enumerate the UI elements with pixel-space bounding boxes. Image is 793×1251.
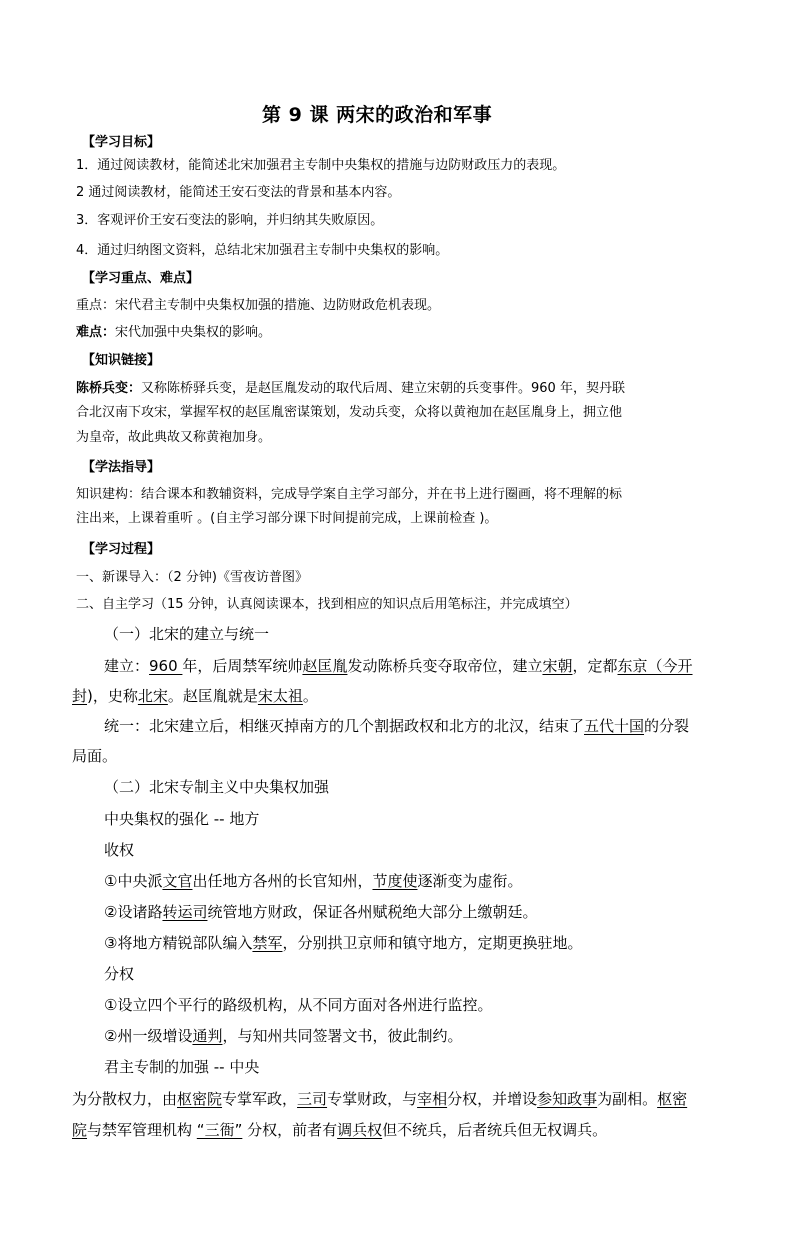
blank-960: 960 [149,657,183,675]
unify-line-2: 局面。 [72,747,118,765]
blank-troop-power: 调兵权 [337,1121,383,1139]
blank-transport-office: 转运司 [162,903,208,921]
knowledge-line-3: 为皇帝，故此典故又称黄袍加身。 [76,430,272,445]
blank-song-dynasty: 宋朝 [542,657,573,675]
process-heading: 【学习过程】 [82,542,161,557]
item-text: ，与知州共同签署文书，彼此制约。 [222,1027,463,1045]
fenquan-item-1: ①设立四个平行的路级机构，从不同方面对各州进行监控。 [104,996,493,1014]
blank-privy-council-2-cont: 院 [72,1121,88,1139]
shouquan-item-3 [104,936,582,951]
blank-three-ya: “三衙” [196,1121,243,1139]
item-text: 为副相。 [597,1090,658,1108]
item-text: 为分散权力，由 [72,1090,178,1108]
central-local-heading: 中央集权的强化 -- 地方 [104,810,260,828]
establish-line-2 [72,689,318,704]
shouquan-item-2 [104,905,537,920]
item-text: ②设诸路 [104,903,163,921]
knowledge-heading: 【知识链接】 [82,353,161,368]
shouquan-item-1 [104,874,523,889]
blank-three-offices: 三司 [297,1090,328,1108]
unify-line-1 [104,719,689,734]
blank-taizu: 宋太祖 [257,687,303,705]
knowledge-line-2: 合北汉南下攻宋，掌握军权的赵匡胤密谋策划，发动兵变，众将以黄袍加在赵匡胤身上，拥立他 [76,405,623,420]
blank-civil-officials: 文官 [162,872,193,890]
fenquan-heading: 分权 [104,965,135,983]
blank-imperial-army: 禁军 [252,934,283,952]
item-text: 逐渐变为虚衔。 [417,872,523,890]
establish-text: )，史称 [87,687,138,705]
blank-jiedushi: 节度使 [372,872,418,890]
item-text: 分权，并增设 [447,1090,538,1108]
monarch-line-2 [72,1123,607,1138]
focus-line [76,299,440,312]
knowledge-text-1: 又称陈桥驿兵变，是赵匡胤发动的取代后周、建立宋朝的兵变事件。960 年，契丹联 [141,381,625,396]
monarch-heading: 君主专制的加强 -- 中央 [104,1058,260,1076]
item-text: ②州一级增设 [104,1027,193,1045]
blank-zhao-kuangyin: 赵匡胤 [302,657,348,675]
blank-chancellor: 宰相 [417,1090,448,1108]
monarch-line-1 [72,1092,687,1107]
goal-item-2: 2 通过阅读教材，能简述王安石变法的背景和基本内容。 [76,185,401,200]
method-heading: 【学法指导】 [82,460,161,475]
item-text: ①中央派 [104,872,163,890]
fenquan-item-2 [104,1029,462,1044]
item-text: 出任地方各州的长官知州， [192,872,373,890]
establish-text: 建立： [104,657,150,675]
unify-text: 统一：北宋建立后，相继灭掉南方的几个割据政权和北方的北汉，结束了 [104,717,585,735]
shouquan-heading: 收权 [104,841,135,859]
establish-text: 。 [302,687,318,705]
establish-text: ，定都 [572,657,618,675]
knowledge-term: 陈桥兵变： [76,381,142,396]
goal-item-3: 3．客观评价王安石变法的影响，并归纳其失败原因。 [76,213,384,228]
method-line-1: 知识建构：结合课本和教辅资料，完成导学案自主学习部分，并在书上进行圈画，将不理解的标 [76,487,623,502]
item-text: 专掌军政， [222,1090,298,1108]
blank-capital: 东京（今开 [617,657,693,675]
goal-item-4: 4．通过归纳图文资料，总结北宋加强君主专制中央集权的影响。 [76,243,449,258]
knowledge-line-1 [76,382,625,395]
blank-northern-song: 北宋 [137,687,168,705]
establish-text: 发动陈桥兵变夺取帝位，建立 [347,657,543,675]
difficulty-label: 难点： [76,325,116,340]
process-intro: 一、新课导入：（2 分钟)《雪夜访普图》 [76,570,308,585]
goal-item-1: 1．通过阅读教材，能简述北宋加强君主专制中央集权的措施与边防财政压力的表现。 [76,158,566,173]
section-1-title: （一）北宋的建立与统一 [104,625,270,643]
difficulty-line [76,326,271,339]
establish-text: 年，后周禁军统帅 [182,657,303,675]
item-text: 分权，前者有 [242,1121,338,1139]
section-2-title: （二）北宋专制主义中央集权加强 [104,778,330,796]
keypoints-heading: 【学习重点、难点】 [82,271,200,286]
item-text: 但不统兵，后者统兵但无权调兵。 [382,1121,608,1139]
page-title: 第 9 课 两宋的政治和军事 [262,104,493,126]
establish-line-1 [104,659,693,674]
blank-privy-council-2: 枢密 [657,1090,688,1108]
item-text: ③将地方精锐部队编入 [104,934,253,952]
item-text: 专掌财政，与 [327,1090,418,1108]
focus-text: 宋代君主专制中央集权加强的措施、边防财政危机表现。 [115,298,441,313]
blank-privy-council: 枢密院 [177,1090,223,1108]
establish-text: 。赵匡胤就是 [167,687,258,705]
item-text: ，分别拱卫京师和镇守地方，定期更换驻地。 [282,934,583,952]
unify-text: 的分裂 [644,717,690,735]
item-text: 统管地方财政，保证各州赋税绝大部分上缴朝廷。 [207,903,538,921]
blank-tongpan: 通判 [192,1027,223,1045]
item-text: 与禁军管理机构 [87,1121,197,1139]
process-self-study: 二、自主学习（15 分钟，认真阅读课本，找到相应的知识点后用笔标注，并完成填空） [76,597,578,612]
blank-vice-chancellor: 参知政事 [537,1090,598,1108]
difficulty-text: 宋代加强中央集权的影响。 [115,325,272,340]
goals-heading: 【学习目标】 [82,135,161,150]
focus-label: 重点： [76,298,116,313]
blank-five-dynasties: 五代十国 [584,717,645,735]
blank-capital-cont: 封 [72,687,88,705]
method-line-2: 注出来，上课着重听 。(自主学习部分课下时间提前完成，上课前检查 )。 [76,511,498,526]
